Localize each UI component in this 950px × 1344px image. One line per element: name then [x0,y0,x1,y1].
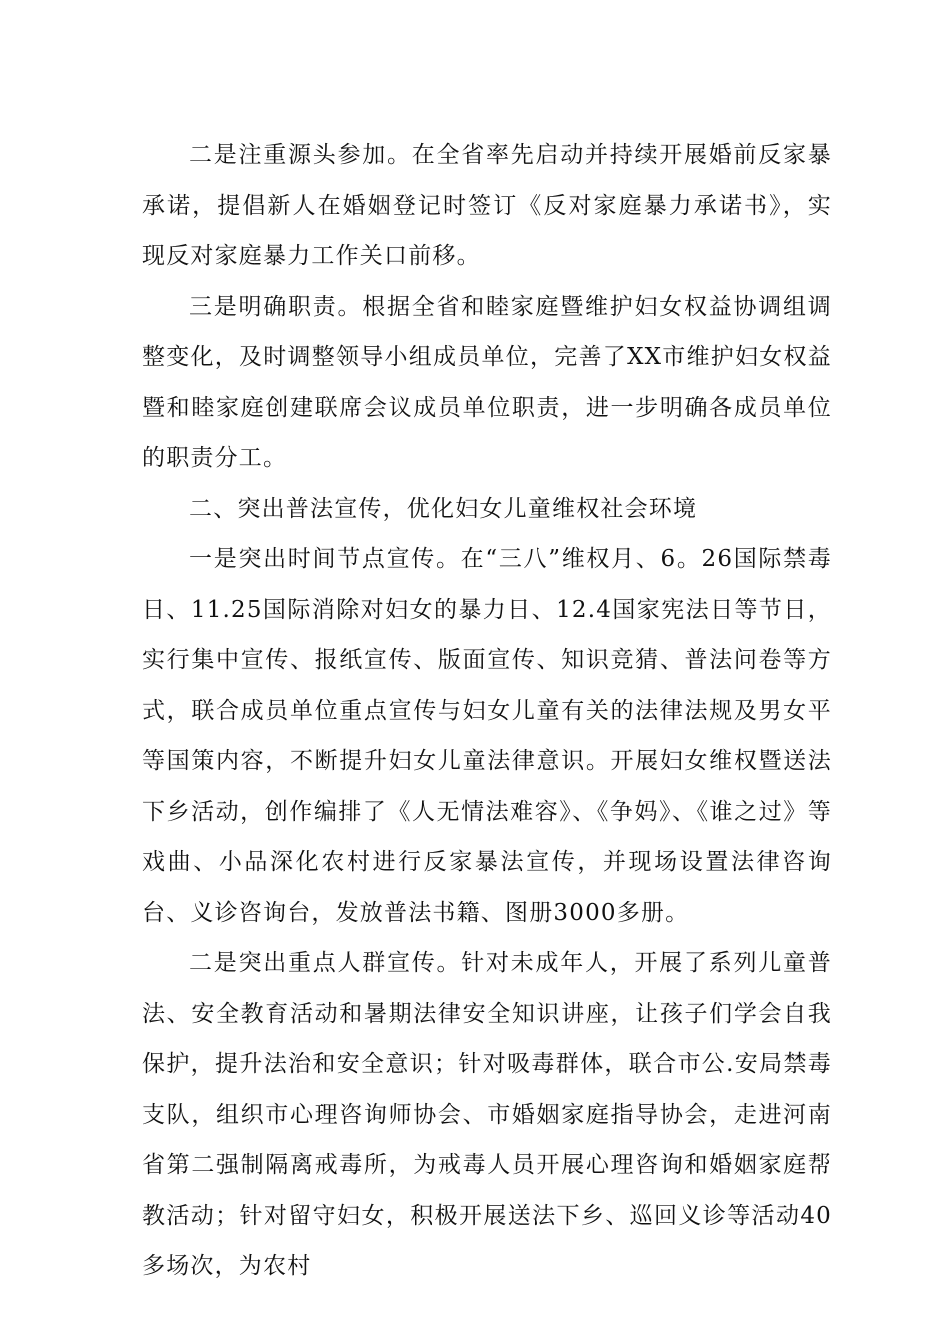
paragraph-source-participation: 二是注重源头参加。在全省率先启动并持续开展婚前反家暴承诺，提倡新人在婚姻登记时签订《反对家庭暴力承诺书》，实现反对家庭暴力工作关口前移。 [142,142,832,269]
paragraph-clarify-duties: 三是明确职责。根据全省和睦家庭暨维护妇女权益协调组调整变化，及时调整领导小组成员单位，完善了XX市维护妇女权益暨和睦家庭创建联席会议成员单位职责，进一步明确各成员单位的职责分工。 [142,293,832,471]
paragraph-key-group-publicity: 二是突出重点人群宣传。针对未成年人，开展了系列儿童普法、安全教育活动和暑期法律安全知识讲座，让孩子们学会自我保护，提升法治和安全意识；针对吸毒群体，联合市公.安局禁毒支队，组织市心理咨询师协会、市婚姻家庭指导协会，走进河南省第二强制隔离戒毒所，为戒毒人员开展心理咨询和婚姻家庭帮教活动；针对留守妇女，积极开展送法下乡、巡回义诊等活动40多场次，为农村 [142,950,832,1279]
paragraph-time-node-publicity: 一是突出时间节点宣传。在“三八”维权月、6。26国际禁毒日、11.25国际消除对妇女的暴力日、12.4国家宪法日等节日，实行集中宣传、报纸宣传、版面宣传、知识竞猜、普法问卷等方式，联合成员单位重点宣传与妇女儿童有关的法律法规及男女平等国策内容，不断提升妇女儿童法律意识。开展妇女维权暨送法下乡活动，创作编排了《人无情法难容》、《争妈》、《谁之过》等戏曲、小品深化农村进行反家暴法宣传，并现场设置法律咨询台、义诊咨询台，发放普法书籍、图册3000多册。 [142,546,832,926]
section-heading-legal-publicity: 二、突出普法宣传，优化妇女儿童维权社会环境 [189,495,698,522]
document-body [142,130,832,1292]
